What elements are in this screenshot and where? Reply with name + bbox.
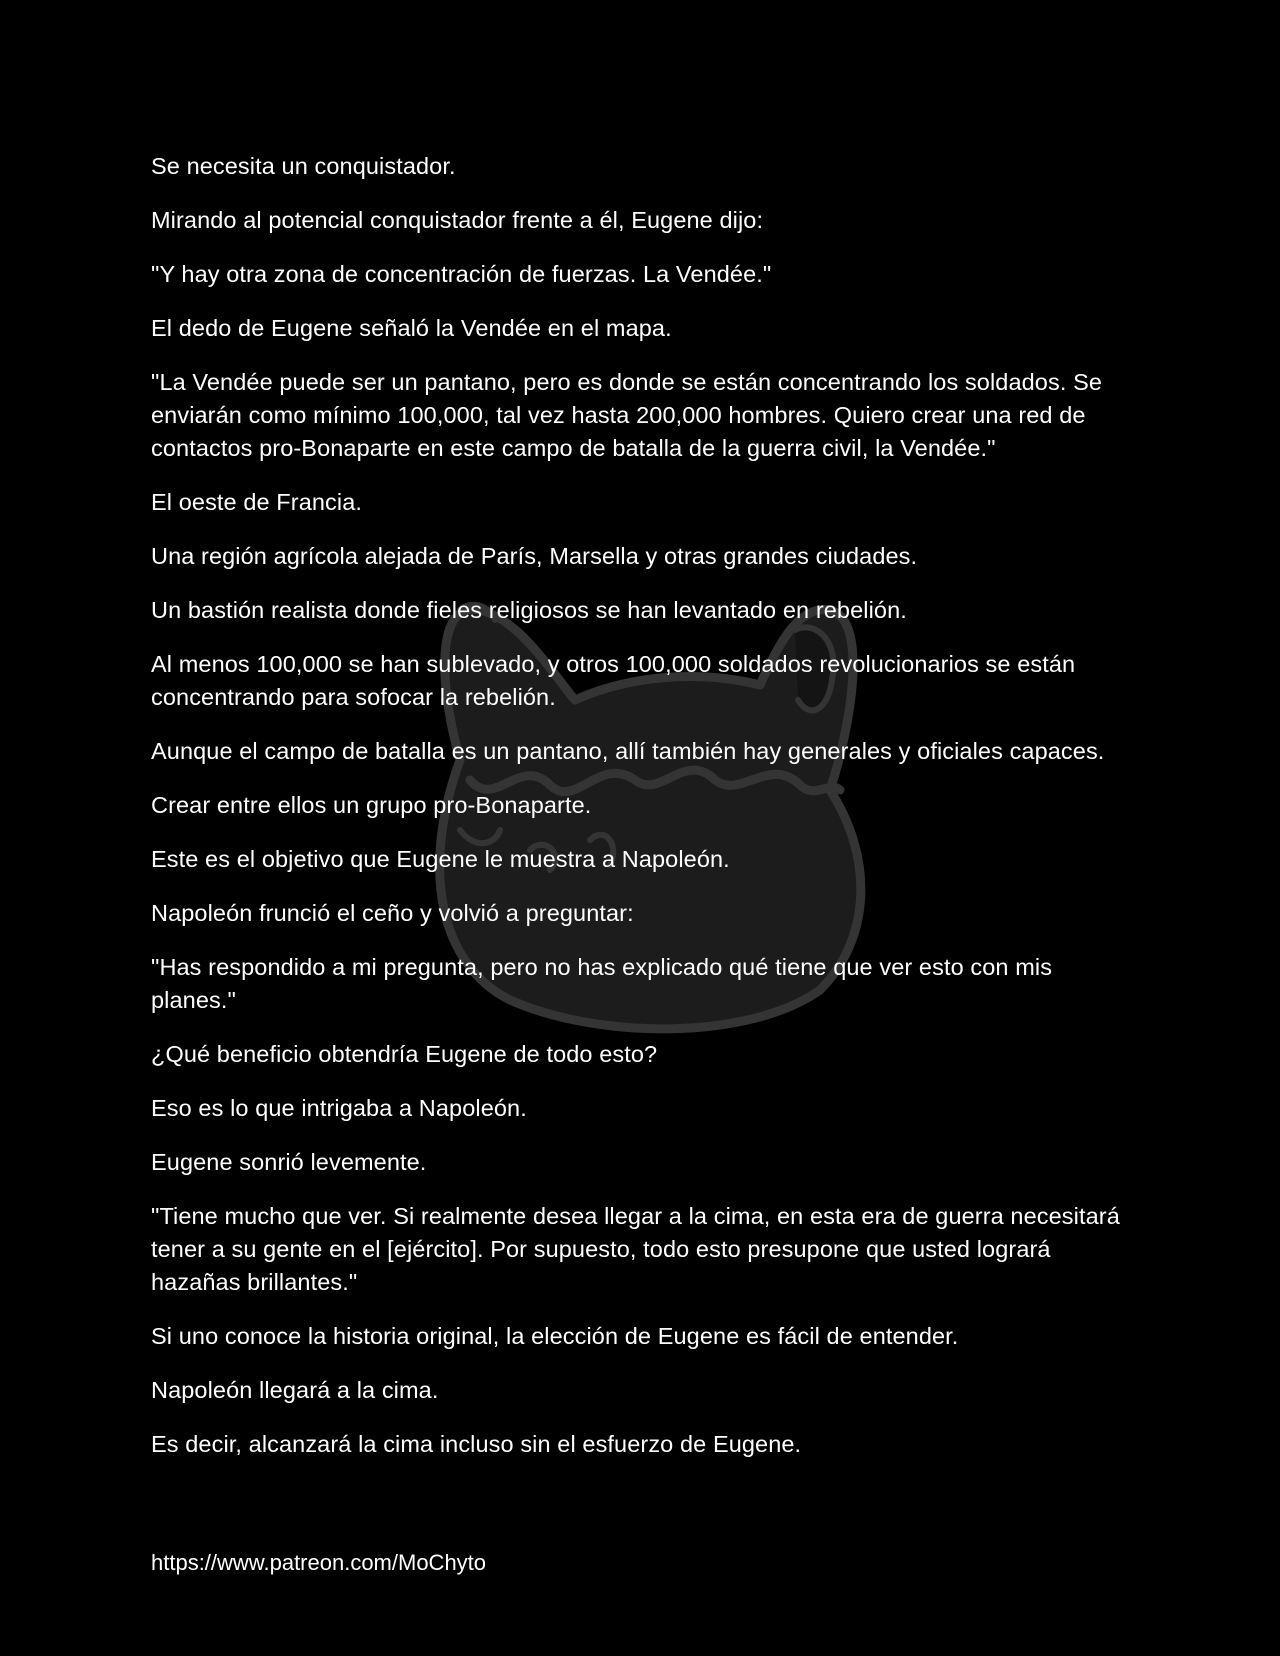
paragraph: Al menos 100,000 se han sublevado, y otros 100,000 soldados revolucionarios se están concentrando para sofocar la rebelión. — [151, 651, 1076, 710]
paragraph: Napoleón llegará a la cima. — [151, 1377, 439, 1403]
paragraph: Crear entre ellos un grupo pro-Bonaparte. — [151, 792, 592, 818]
chapter-text — [151, 150, 1141, 1482]
paragraph: Es decir, alcanzará la cima incluso sin el esfuerzo de Eugene. — [151, 1431, 802, 1457]
paragraph: ¿Qué beneficio obtendría Eugene de todo esto? — [151, 1041, 658, 1067]
patreon-link[interactable]: https://www.patreon.com/MoChyto — [151, 1550, 487, 1575]
paragraph: El oeste de Francia. — [151, 489, 362, 515]
paragraph: "Y hay otra zona de concentración de fuerzas. La Vendée." — [151, 261, 772, 287]
paragraph: Una región agrícola alejada de París, Marsella y otras grandes ciudades. — [151, 543, 918, 569]
paragraph: El dedo de Eugene señaló la Vendée en el mapa. — [151, 315, 672, 341]
paragraph: "La Vendée puede ser un pantano, pero es donde se están concentrando los soldados. Se enviarán como mínimo 100,000, tal vez hasta 200,000 hombres. Quiero crear una red de contactos pro-Bonaparte en este campo de batalla de la guerra civil, la Vendée." — [151, 369, 1103, 461]
paragraph: Este es el objetivo que Eugene le muestra a Napoleón. — [151, 846, 730, 872]
paragraph: Un bastión realista donde fieles religiosos se han levantado en rebelión. — [151, 597, 907, 623]
paragraph: "Has respondido a mi pregunta, pero no has explicado qué tiene que ver esto con mis planes." — [151, 954, 1053, 1013]
paragraph: Napoleón frunció el ceño y volvió a preguntar: — [151, 900, 634, 926]
paragraph: Eso es lo que intrigaba a Napoleón. — [151, 1095, 527, 1121]
paragraph: Mirando al potencial conquistador frente a él, Eugene dijo: — [151, 207, 764, 233]
paragraph: Se necesita un conquistador. — [151, 153, 456, 179]
paragraph: Aunque el campo de batalla es un pantano, allí también hay generales y oficiales capaces. — [151, 738, 1105, 764]
paragraph: "Tiene mucho que ver. Si realmente desea llegar a la cima, en esta era de guerra necesitará tener a su gente en el [ejército]. Por supuesto, todo esto presupone que usted logrará hazañas brillantes." — [151, 1203, 1120, 1295]
paragraph: Si uno conoce la historia original, la elección de Eugene es fácil de entender. — [151, 1323, 959, 1349]
paragraph: Eugene sonrió levemente. — [151, 1149, 427, 1175]
